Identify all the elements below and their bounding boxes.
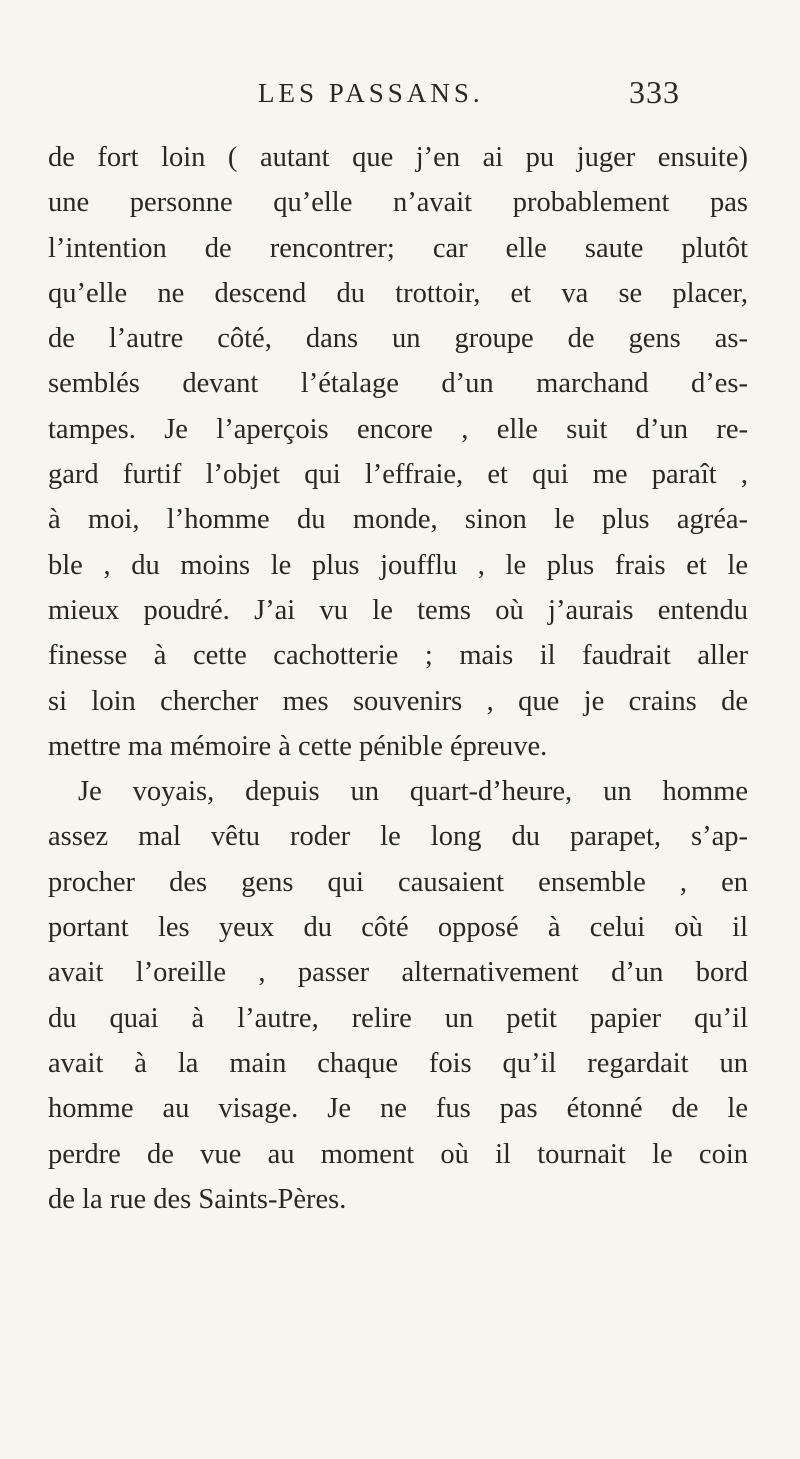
- text-line: homme au visage. Je ne fus pas étonné de le: [48, 1093, 748, 1125]
- text-line: à moi, l’homme du monde, sinon le plus agréa-: [48, 504, 748, 536]
- page-number: 333: [629, 74, 680, 110]
- text-line: avait à la main chaque fois qu’il regardait un: [48, 1047, 748, 1079]
- text-line: perdre de vue au moment où il tournait le coin: [48, 1138, 748, 1170]
- text-line: si loin chercher mes souvenirs , que je crains de: [48, 685, 748, 717]
- running-title: LES PASSANS.: [258, 78, 484, 108]
- text-line: de fort loin ( autant que j’en ai pu juger ensuite): [48, 142, 748, 173]
- text-line: du quai à l’autre, relire un petit papier qu’il: [48, 1002, 748, 1034]
- text-line: semblés devant l’étalage d’un marchand d’es-: [48, 368, 748, 400]
- text-line: tampes. Je l’aperçois encore , elle suit d’un re-: [48, 413, 748, 445]
- text-line: procher des gens qui causaient ensemble , en: [48, 866, 748, 898]
- text-line: l’intention de rencontrer; car elle saute plutôt: [48, 232, 748, 264]
- text-line: Je voyais, depuis un quart-d’heure, un homme: [78, 776, 748, 808]
- text-line: de la rue des Saints-Pères.: [48, 1183, 347, 1215]
- text-line: assez mal vêtu roder le long du parapet, s’ap-: [48, 821, 748, 853]
- text-line: de l’autre côté, dans un groupe de gens as-: [48, 323, 748, 355]
- text-line: mettre ma mémoire à cette pénible épreuve.: [48, 730, 548, 762]
- text-line: une personne qu’elle n’avait probablement pas: [48, 187, 748, 219]
- text-line: gard furtif l’objet qui l’effraie, et qui me paraît ,: [48, 459, 748, 491]
- text-line: qu’elle ne descend du trottoir, et va se placer,: [48, 277, 748, 309]
- text-line: mieux poudré. J’ai vu le tems où j’aurais entendu: [48, 594, 748, 626]
- body-text: [48, 135, 748, 1222]
- text-line: ble , du moins le plus joufflu , le plus frais et le: [48, 549, 748, 581]
- text-line: portant les yeux du côté opposé à celui où il: [48, 912, 748, 944]
- text-line: avait l’oreille , passer alternativement d’un bord: [48, 957, 748, 989]
- text-line: finesse à cette cachotterie ; mais il faudrait aller: [48, 640, 748, 672]
